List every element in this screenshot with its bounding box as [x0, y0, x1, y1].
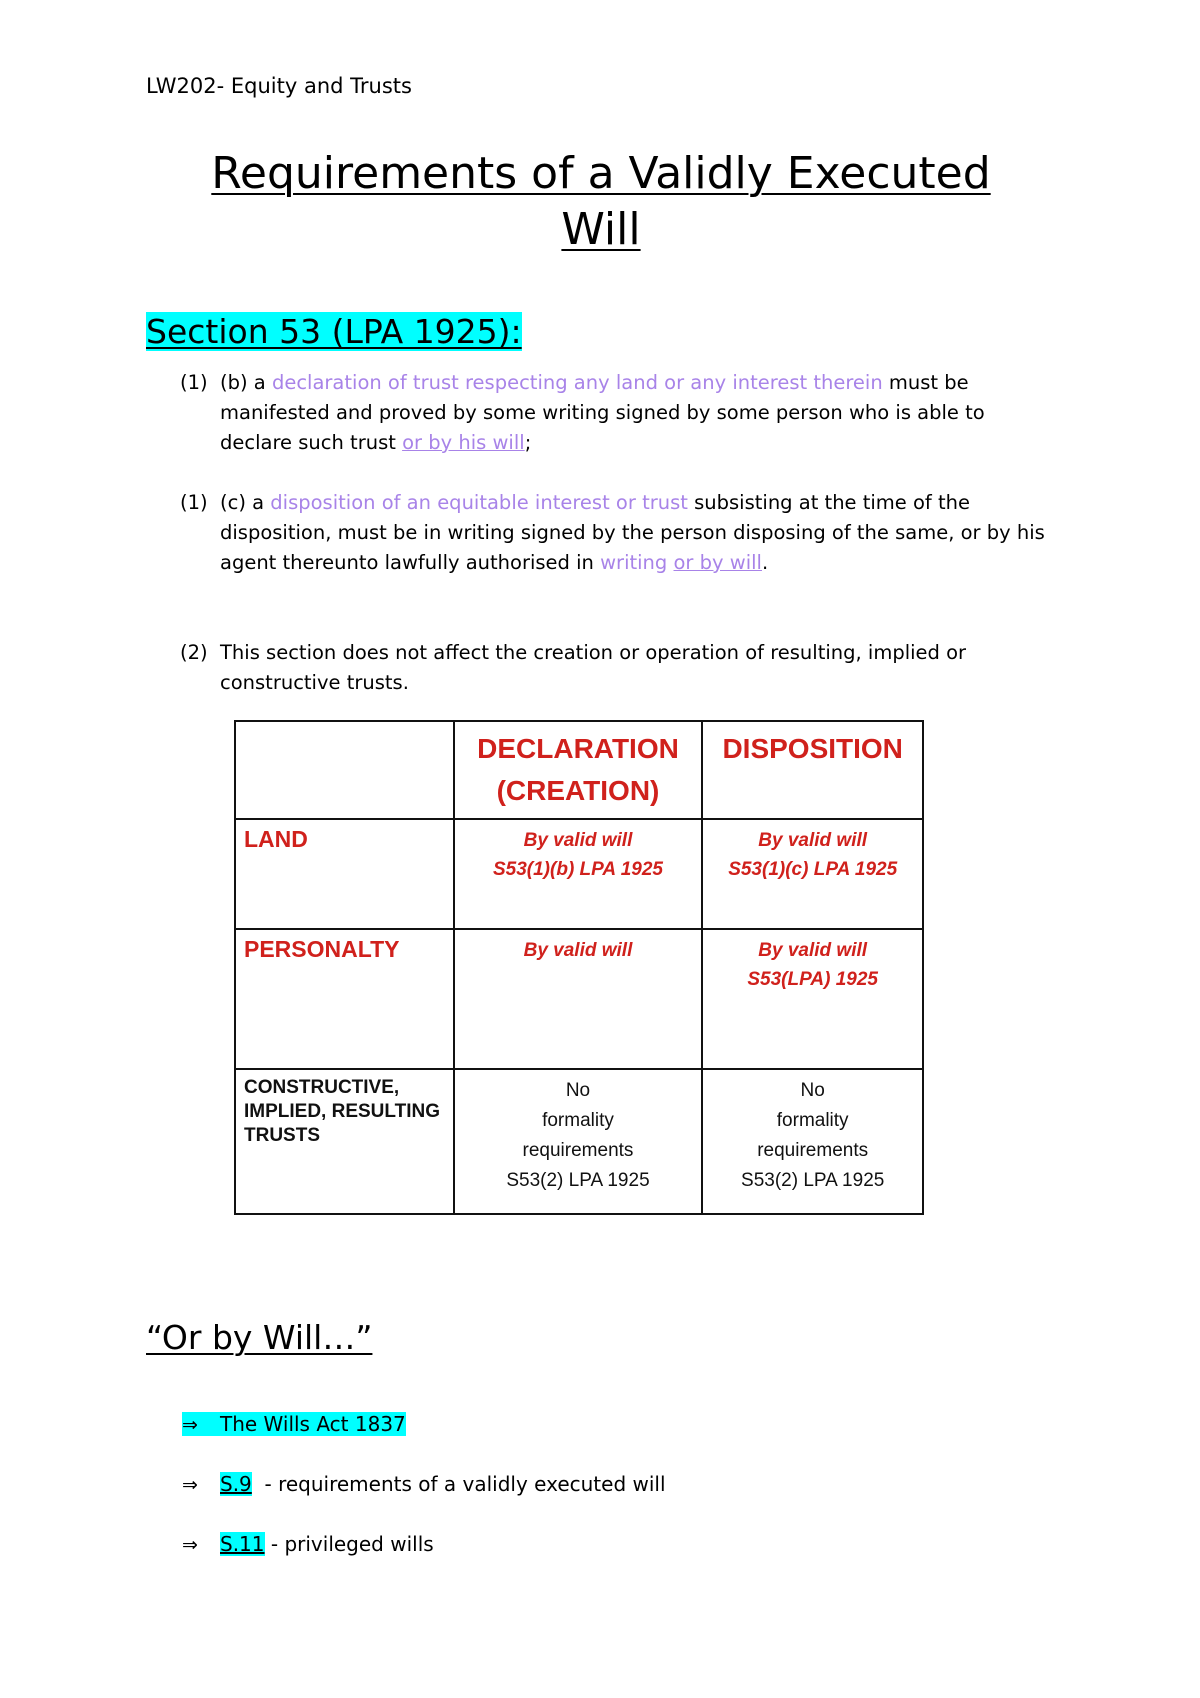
cell-line: formality [776, 1110, 849, 1131]
bullet-s11 [182, 1532, 434, 1556]
item-prefix: (b) a [220, 371, 272, 394]
row-label-land: LAND [235, 819, 454, 929]
cell-line: No [800, 1080, 825, 1101]
cell-line: S53(2) LPA 1925 [506, 1170, 650, 1191]
item-number: (1) [180, 371, 208, 394]
cell-trusts-declaration [454, 1069, 703, 1214]
item-suffix: . [761, 551, 769, 574]
item-body [220, 488, 1060, 578]
table-corner-cell [235, 721, 454, 819]
cell-line: formality [542, 1110, 614, 1131]
statute-item-2 [180, 638, 1060, 698]
cell-line: S53(2) LPA 1925 [741, 1170, 885, 1191]
title-line-2: Will [561, 204, 641, 255]
item-prefix: (c) a [220, 491, 271, 514]
bullet-label: The Wills Act 1837 [220, 1412, 406, 1436]
arrow-right-icon: ⇒ [182, 1474, 198, 1496]
formality-table [234, 720, 924, 1215]
col-header-disposition: DISPOSITION [702, 721, 923, 819]
page-header: LW202- Equity and Trusts [146, 74, 412, 98]
statute-item-1b [180, 368, 1060, 458]
bullet-highlight [182, 1412, 406, 1436]
statute-item-1c [180, 488, 1060, 578]
table-header-row [235, 721, 923, 819]
item-writing: writing [600, 551, 668, 574]
cell-land-declaration [454, 819, 703, 929]
bullet-desc: - requirements of a validly executed will [251, 1472, 666, 1496]
col-header-declaration: DECLARATION (CREATION) [454, 721, 703, 819]
item-link-or-by-his-will: or by his will [402, 431, 525, 454]
cell-line: By valid will [758, 940, 868, 961]
table-row-trusts [235, 1069, 923, 1214]
bullet-wills-act [182, 1412, 406, 1436]
or-by-will-heading: “Or by Will…” [146, 1318, 373, 1357]
cell-line: No [565, 1080, 591, 1101]
section-53-heading-text: Section 53 (LPA 1925): [146, 312, 522, 351]
table-row-personalty [235, 929, 923, 1069]
cell-line: S53(1)(b) LPA 1925 [492, 859, 663, 880]
document-title [146, 146, 1056, 258]
item-highlight: declaration of trust respecting any land or any interest therein [271, 371, 883, 394]
table-row-land [235, 819, 923, 929]
item-text: must be manifested and proved by some writing signed by some person who is able to declare such trust [220, 371, 985, 454]
section-53-heading [146, 312, 522, 351]
item-highlight: disposition of an equitable interest or trust [270, 491, 688, 514]
bullet-desc: - privileged wills [264, 1532, 434, 1556]
item-suffix: ; [524, 431, 532, 454]
cell-line: requirements [522, 1140, 634, 1161]
item-body [220, 368, 1060, 458]
cell-personalty-declaration [454, 929, 703, 1069]
cell-line: By valid will [523, 830, 633, 851]
item-text: subsisting at the time of the disposition, must be in writing signed by the person disposing of the same, or by his agent thereunto lawfully authorised in [220, 491, 1045, 574]
arrow-right-icon: ⇒ [182, 1534, 198, 1556]
bullet-label: S.9 [220, 1472, 252, 1496]
row-label-trusts: CONSTRUCTIVE, IMPLIED, RESULTING TRUSTS [235, 1069, 454, 1214]
cell-trusts-disposition [702, 1069, 923, 1214]
item-number: (1) [180, 491, 208, 514]
cell-line: S53(1)(c) LPA 1925 [728, 859, 898, 880]
cell-land-disposition [702, 819, 923, 929]
item-number: (2) [180, 641, 208, 664]
cell-personalty-disposition [702, 929, 923, 1069]
cell-line: By valid will [758, 830, 868, 851]
title-line-1: Requirements of a Validly Executed [211, 148, 991, 199]
bullet-s9 [182, 1472, 666, 1496]
bullet-label: S.11 [220, 1532, 265, 1556]
row-label-personalty: PERSONALTY [235, 929, 454, 1069]
cell-line: By valid will [523, 940, 633, 961]
cell-line: S53(LPA) 1925 [747, 969, 878, 990]
item-link-or-by-will: or by will [673, 551, 762, 574]
item-body: This section does not affect the creation or operation of resulting, implied or constructive trusts. [220, 641, 967, 694]
arrow-right-icon: ⇒ [182, 1414, 198, 1436]
cell-line: requirements [757, 1140, 869, 1161]
